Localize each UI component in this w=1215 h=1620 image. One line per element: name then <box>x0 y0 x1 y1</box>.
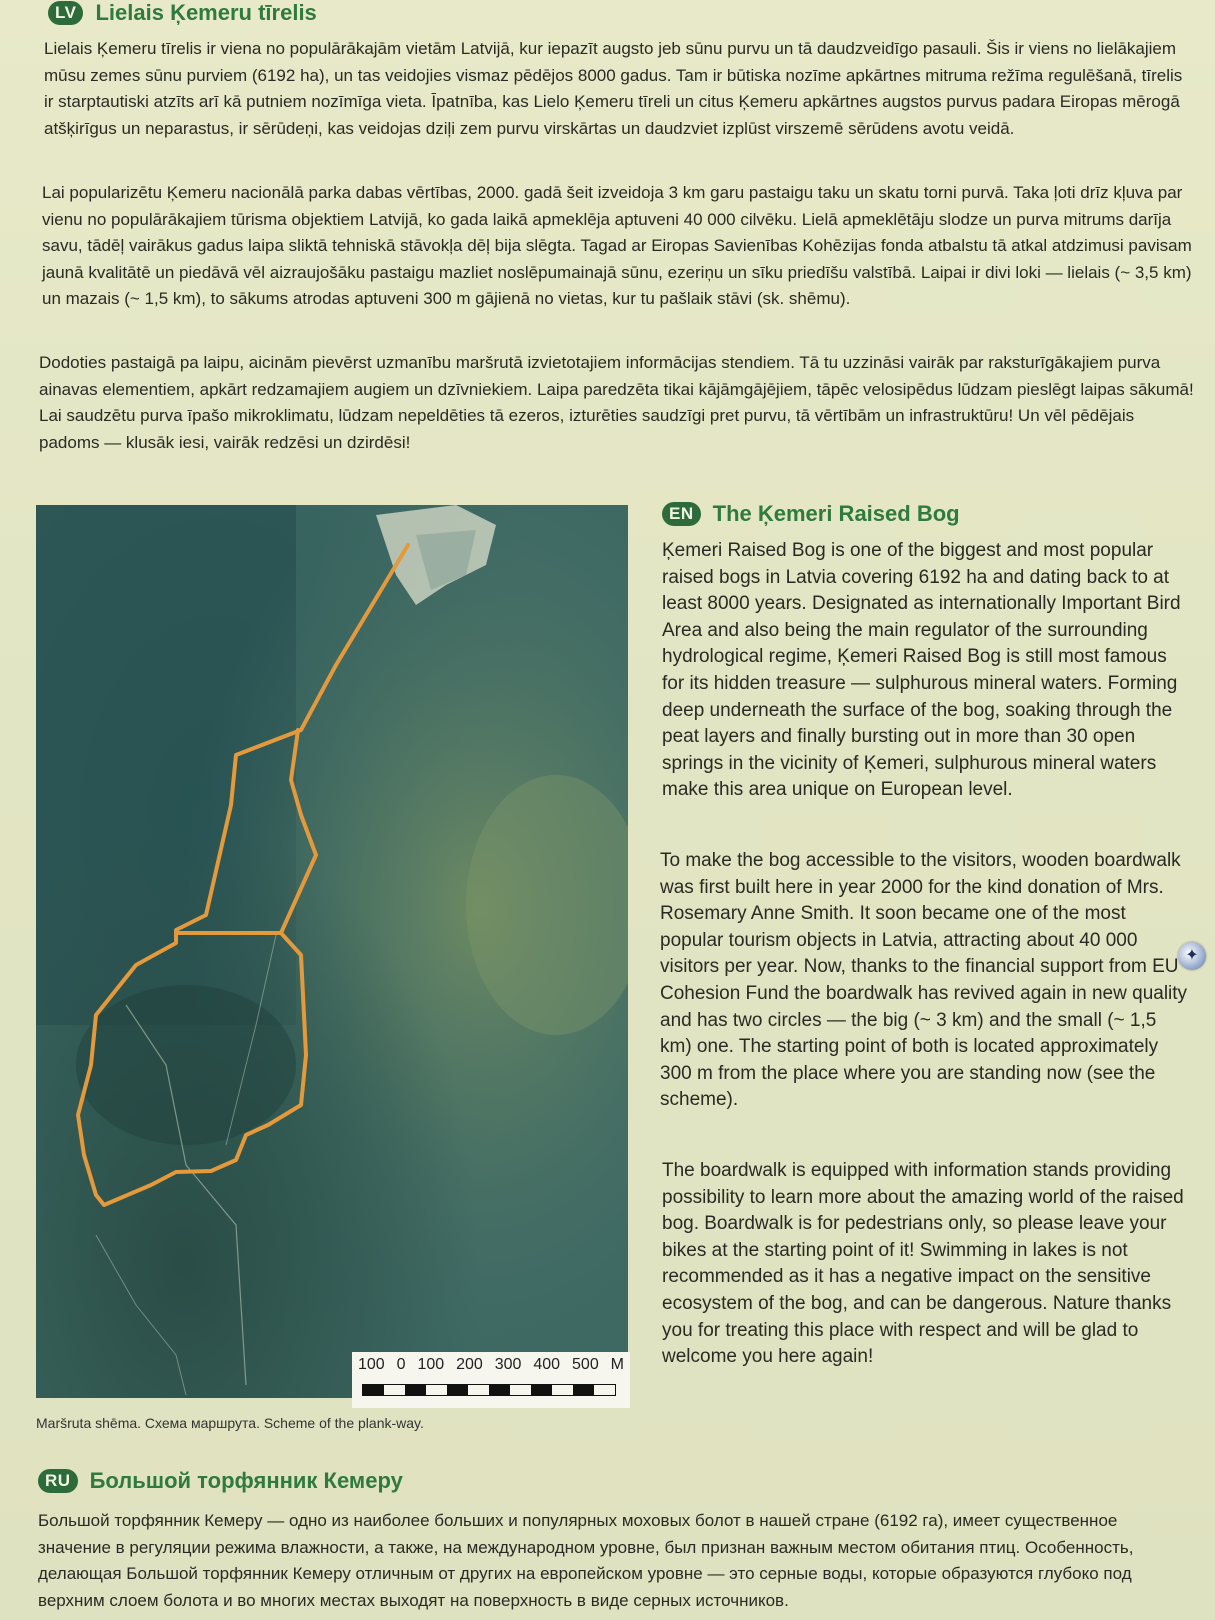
map-caption: Maršruta shēma. Схема маршрута. Scheme of the plank-way. <box>36 1415 424 1431</box>
ru-title: Большой торфянник Кемеру <box>89 1468 403 1493</box>
scale-label: 300 <box>494 1356 522 1373</box>
en-badge: EN <box>662 502 701 526</box>
lv-paragraph-2: Lai popularizētu Ķemeru nacionālā parka dabas vērtības, 2000. gadā šeit izveidoja 3 km garu pastaigu taku un skatu torni purvā. Taka ļoti drīz kļuva par vienu no populārākajiem tūrisma objektiem Latvijā, ko gada laikā apmeklēja aptuveni 40 000 cilvēku. Lielā apmeklētāju slodze un purva mitrums darīja savu, tādēļ vairākus gadus laipa sliktā tehniskā stāvokļa dēļ bija slēgta. Tagad ar Eiropas Savienības Kohēzijas fonda atbalstu tā atkal atdzimusi pavisam jaunā kvalitātē un piedāvā vēl aizraujošāku pastaigu mazliet noslēpumainajā sūnu, ezeriņu un sīku priedīšu valstībā. Laipai ir divi loki — lielais (~ 3,5 km) un mazais (~ 1,5 km), to sākums atrodas aptuveni 300 m gājienā no vietas, kur tu pašlaik stāvi (sk. shēmu). <box>42 183 1192 308</box>
scale-label: 0 <box>396 1356 406 1373</box>
map-graphic <box>36 505 628 1398</box>
ru-paragraph-1: Большой торфянник Кемеру — одно из наиболее больших и популярных моховых болот в нашей стране (6192 га), имеет существенное значение в регуляции режима влажности, а также, на международном уровне, был признан важным местом обитания птиц. Особенность, делающая Большой торфянник Кемеру отличным от других на европейском уровне — это серные воды, которые образуются глубоко под верхним слоем болота и во многих местах выходят на поверхность в виде серных источников. <box>38 1511 1134 1610</box>
scale-label: M <box>610 1356 624 1373</box>
scale-bar <box>362 1384 616 1396</box>
en-heading <box>662 501 960 527</box>
lv-heading <box>48 0 317 26</box>
map-lake-cluster <box>76 985 296 1145</box>
scale-label: 400 <box>533 1356 561 1373</box>
navigation-compass-icon[interactable]: ✦ <box>1178 942 1206 970</box>
scale-label: 100 <box>357 1356 385 1373</box>
scale-label: 200 <box>456 1356 483 1373</box>
aerial-route-map <box>36 505 628 1398</box>
scale-label: 500 <box>572 1356 599 1373</box>
map-scale <box>352 1352 630 1408</box>
ru-badge: RU <box>38 1469 78 1493</box>
scale-label: 100 <box>417 1356 445 1373</box>
en-paragraph-2: To make the bog accessible to the visitors, wooden boardwalk was first built here in year 2000 for the kind donation of Mrs. Rosemary Anne Smith. It soon became one of the most popular tourism objects in Latvia, attracting about 40 000 visitors per year. Now, thanks to the financial support from EU Cohesion Fund the boardwalk has revived again in new quality and has two circles — the big (~ 3 km) and the small (~ 1,5 km) one. The starting point of both is located approximately 300 m from the place where you are standing now (see the scheme). <box>660 850 1188 1111</box>
en-paragraph-3: The boardwalk is equipped with information stands providing possibility to learn more about the amazing world of the raised bog. Boardwalk is for pedestrians only, so please leave your bikes at the starting point of it! Swimming in lakes is not recommended as it has a negative impact on the sensitive ecosystem of the bog, and can be dangerous. Nature thanks you for treating this place with respect and will be glad to welcome you here again! <box>662 1160 1184 1368</box>
en-title: The Ķemeri Raised Bog <box>712 501 960 526</box>
lv-paragraph-1: Lielais Ķemeru tīrelis ir viena no populārākajām vietām Latvijā, kur iepazīt augsto jeb sūnu purvu un tā daudzveidīgo pasauli. Šis ir viens no lielākajiem mūsu zemes sūnu purviem (6192 ha), un tas veidojies vismaz pēdējos 8000 gadus. Tam ir būtiska nozīme apkārtnes mitruma režīma regulēšanā, tīrelis ir starptautiski atzīts arī kā putniem nozīmīga vieta. Īpatnība, kas Lielo Ķemeru tīreli un citus Ķemeru apkārtnes augstos purvus padara Eiropas mērogā atšķirīgus un neparastus, ir sērūdeņi, kas veidojas dziļi zem purvu virskārtas un daudzviet izplūst virszemē sērūdens avotu veidā. <box>44 39 1183 138</box>
en-paragraph-1: Ķemeri Raised Bog is one of the biggest and most popular raised bogs in Latvia covering 6192 ha and dating back to at least 8000 years. Designated as internationally Important Bird Area and also being the main regulator of the surrounding hydrological regime, Ķemeri Raised Bog is still most famous for its hidden treasure — sulphurous mineral waters. Forming deep underneath the surface of the bog, soaking through the peat layers and finally bursting out in more than 30 open springs in the vicinity of Ķemeri, sulphurous mineral waters make this area unique on European level. <box>662 540 1181 801</box>
ru-heading <box>38 1468 403 1494</box>
lv-paragraph-3: Dodoties pastaigā pa laipu, aicinām pievērst uzmanību maršrutā izvietotajiem informācijas stendiem. Tā tu uzzināsi vairāk par raksturīgākajiem purva ainavas elementiem, apkārt redzamajiem augiem un dzīvniekiem. Laipa paredzēta tikai kājāmgājējiem, tāpēc velosipēdus lūdzam pieslēgt laipas sākumā! Lai saudzētu purva īpašo mikroklimatu, lūdzam nepeldēties tā ezeros, izturēties saudzīgi pret purvu, tā vērtībām un infrastruktūru! Un vēl pēdējais padoms — klusāk iesi, vairāk redzēsi un dzirdēsi! <box>39 353 1194 452</box>
scale-labels <box>352 1356 630 1374</box>
lv-badge: LV <box>48 1 83 25</box>
lv-title: Lielais Ķemeru tīrelis <box>95 0 317 25</box>
